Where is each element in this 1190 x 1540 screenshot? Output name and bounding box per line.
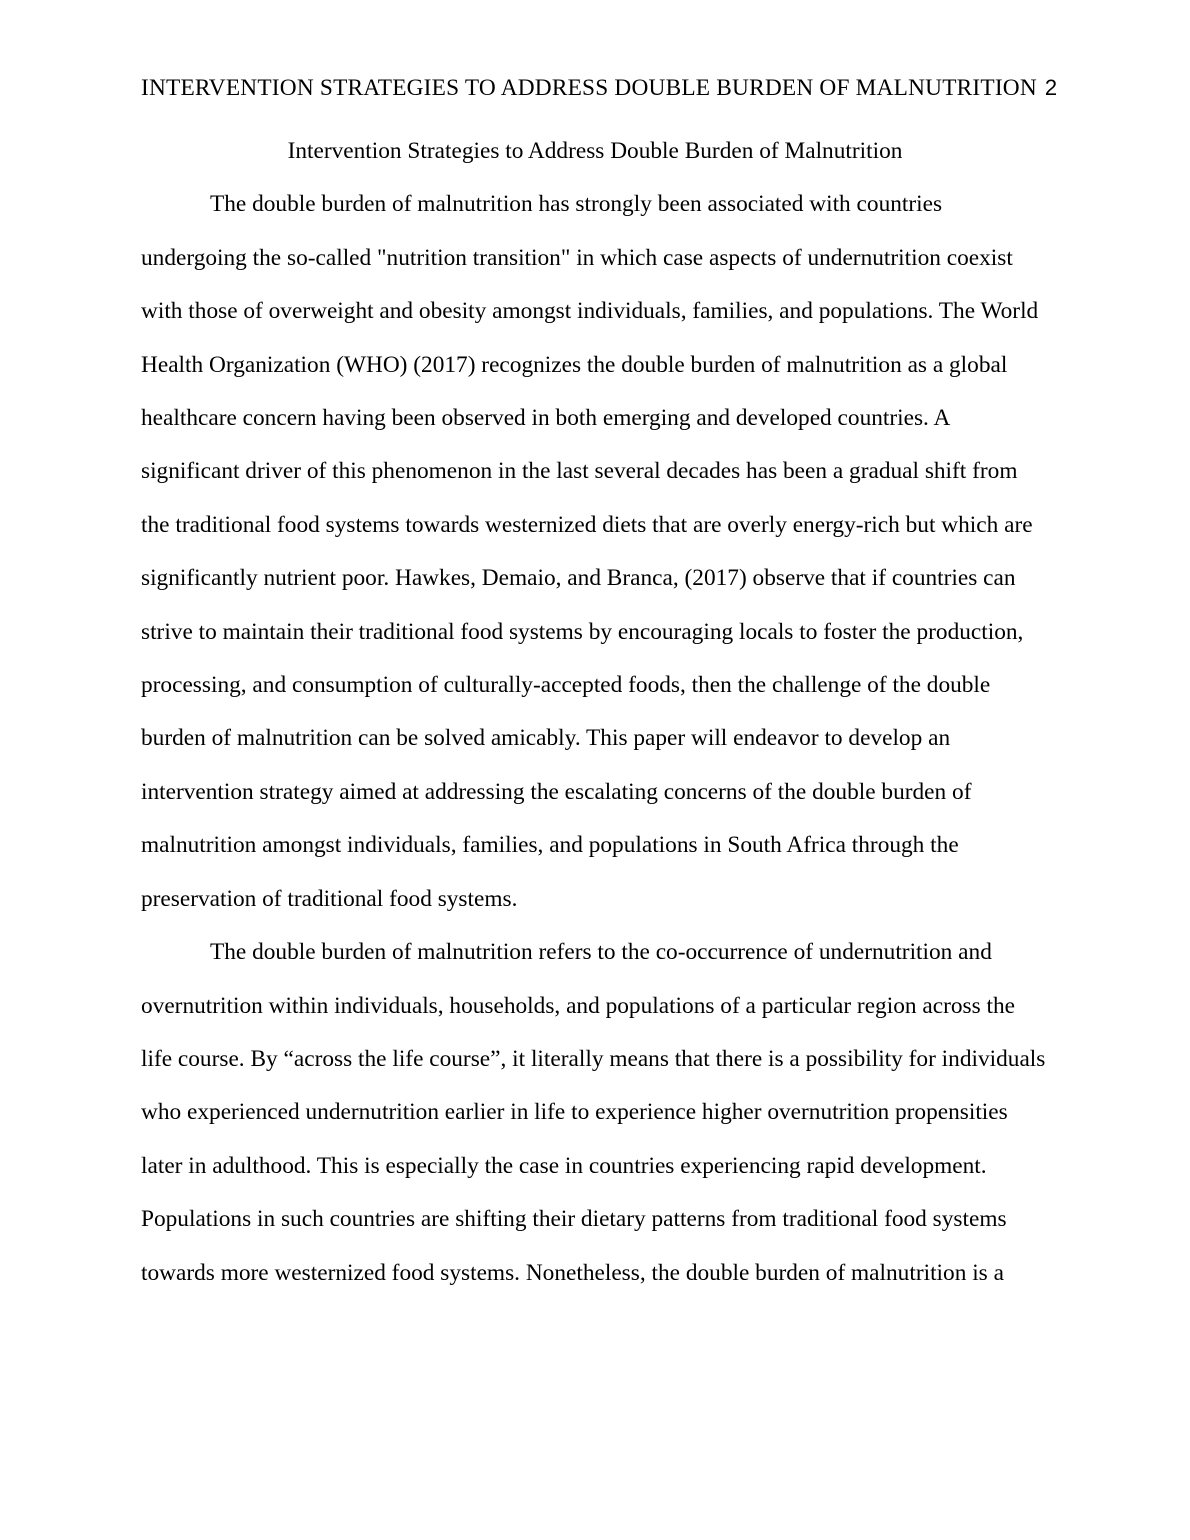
body-line: overnutrition within individuals, households, and populations of a particular region across the	[141, 992, 1015, 1019]
body-line: preservation of traditional food systems.	[141, 885, 518, 912]
body-line: significant driver of this phenomenon in the last several decades has been a gradual shift from	[141, 458, 1018, 485]
paper-title: Intervention Strategies to Address Double Burden of Malnutrition	[287, 138, 903, 164]
body-line: Populations in such countries are shifting their dietary patterns from traditional food systems	[141, 1206, 1007, 1233]
body-line: life course. By “across the life course”, it literally means that there is a possibility for individuals	[141, 1045, 1046, 1072]
body-line: who experienced undernutrition earlier in life to experience higher overnutrition propensities	[141, 1099, 1008, 1126]
body-line: malnutrition amongst individuals, families, and populations in South Africa through the	[141, 832, 959, 859]
body-line: significantly nutrient poor. Hawkes, Demaio, and Branca, (2017) observe that if countries can	[141, 565, 1016, 592]
body-line: processing, and consumption of culturally-accepted foods, then the challenge of the double	[141, 672, 991, 699]
document-body	[141, 125, 1049, 1300]
page-header	[141, 74, 1058, 102]
running-head: INTERVENTION STRATEGIES TO ADDRESS DOUBLE BURDEN OF MALNUTRITION	[141, 75, 1037, 101]
body-line: later in adulthood. This is especially the case in countries experiencing rapid development.	[141, 1152, 987, 1179]
body-line: strive to maintain their traditional food systems by encouraging locals to foster the production,	[141, 618, 1024, 645]
page-number: 2	[1044, 75, 1058, 100]
body-line: Health Organization (WHO) (2017) recognizes the double burden of malnutrition as a global	[141, 351, 1008, 378]
body-line: undergoing the so-called "nutrition transition" in which case aspects of undernutrition coexist	[141, 244, 1013, 271]
body-line: burden of malnutrition can be solved amicably. This paper will endeavor to develop an	[141, 725, 951, 752]
body-line: the traditional food systems towards westernized diets that are overly energy-rich but which are	[141, 511, 1033, 538]
body-line: healthcare concern having been observed in both emerging and developed countries. A	[141, 405, 951, 432]
body-line: intervention strategy aimed at addressing the escalating concerns of the double burden of	[141, 778, 972, 805]
body-line: The double burden of malnutrition refers to the co-occurrence of undernutrition and	[210, 939, 992, 966]
body-line: The double burden of malnutrition has strongly been associated with countries	[210, 191, 943, 218]
body-line: towards more westernized food systems. Nonetheless, the double burden of malnutrition is a	[141, 1259, 1004, 1286]
body-line: with those of overweight and obesity amongst individuals, families, and populations. The World	[141, 298, 1039, 325]
